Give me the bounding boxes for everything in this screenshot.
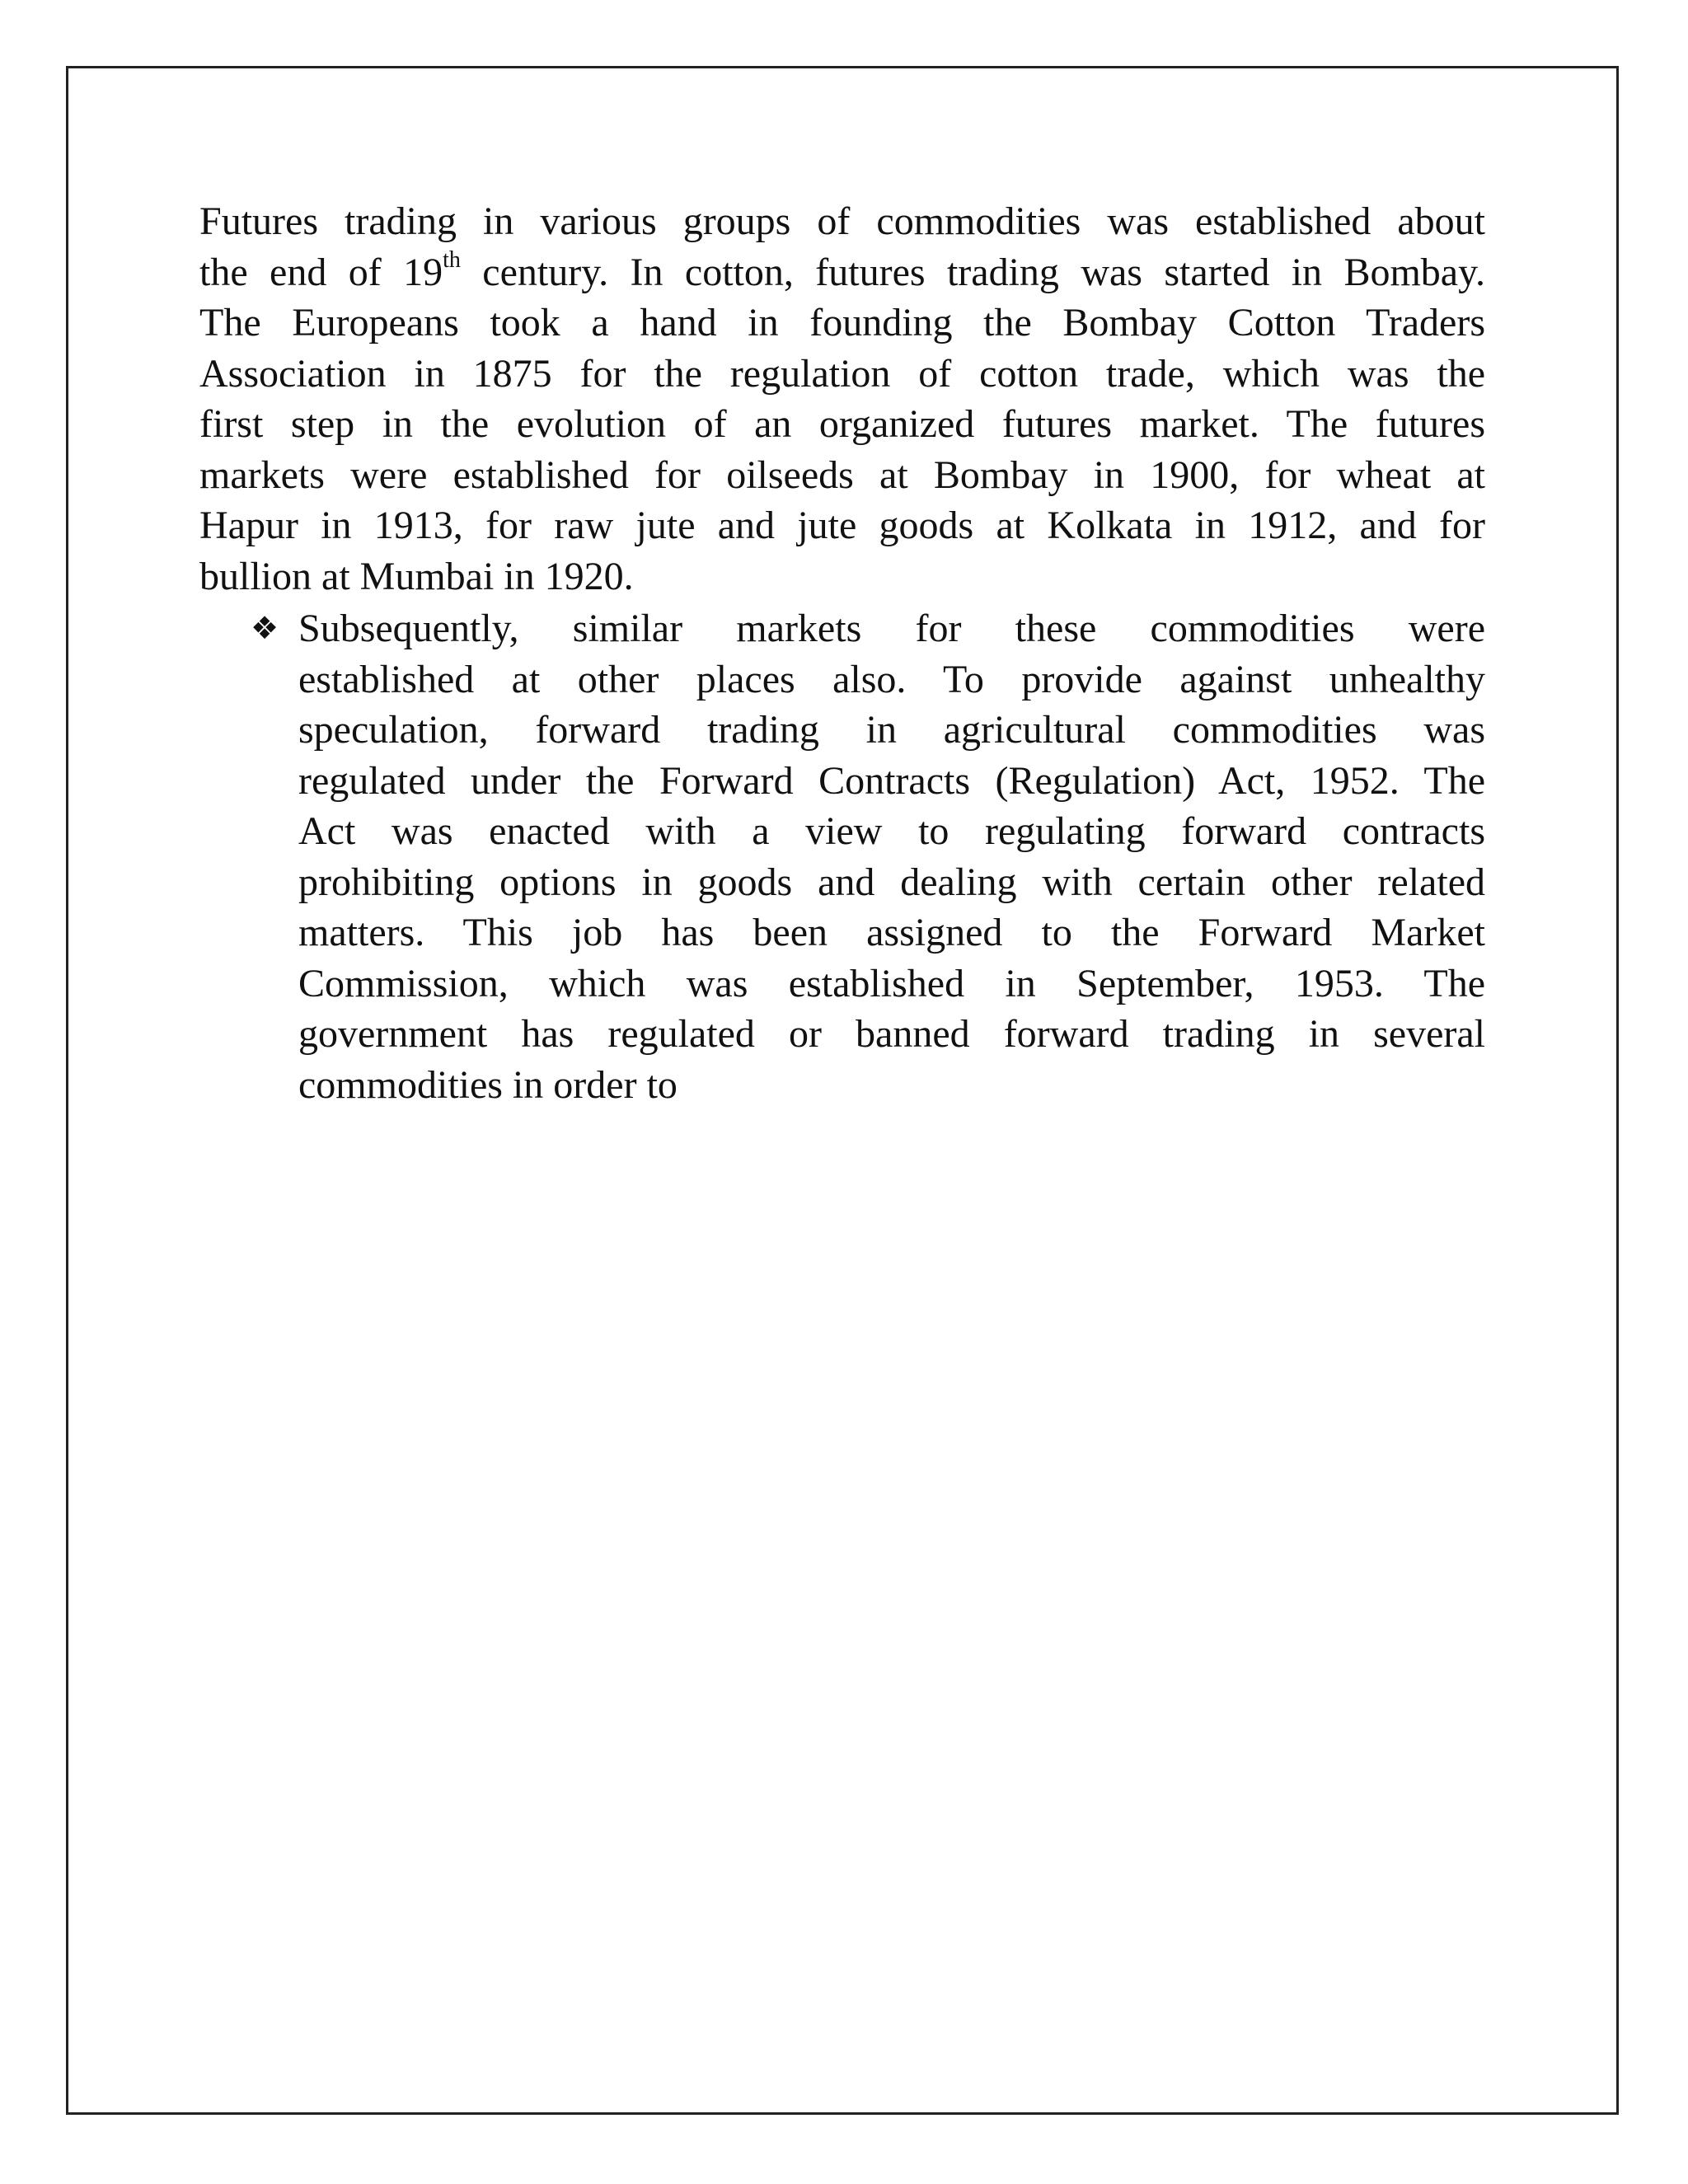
text-line: commodities in order to xyxy=(298,1062,678,1107)
text-line: matters. This job has been assigned to the Forward Market xyxy=(298,911,1485,954)
text-line: markets were established for oilseeds at Bombay in 1900, for wheat at xyxy=(199,452,1485,497)
document-body xyxy=(199,196,1485,1110)
text-fragment: the end of 19 xyxy=(199,250,443,294)
diamond-bullet-icon: ❖ xyxy=(251,610,279,646)
text-line: first step in the evolution of an organized futures market. The futures xyxy=(199,402,1485,446)
text-line: speculation, forward trading in agricultural commodities was xyxy=(298,708,1485,752)
text-fragment: century. In cotton, futures trading was started in Bombay. xyxy=(460,250,1485,294)
intro-paragraph xyxy=(199,196,1485,602)
text-line: regulated under the Forward Contracts (Regulation) Act, 1952. The xyxy=(298,758,1485,803)
text-line: Association in 1875 for the regulation of cotton trade, which was the xyxy=(199,351,1485,396)
superscript: th xyxy=(443,246,461,273)
text-line: Hapur in 1913, for raw jute and jute goods at Kolkata in 1912, and for xyxy=(199,504,1485,547)
text-line: The Europeans took a hand in founding the Bombay Cotton Traders xyxy=(199,301,1485,344)
text-line: established at other places also. To provide against unhealthy xyxy=(298,657,1485,701)
text-line: prohibiting options in goods and dealing with certain other related xyxy=(298,860,1485,904)
text-line: Futures trading in various groups of commodities was established about xyxy=(199,199,1485,243)
text-line: Act was enacted with a view to regulating forward contracts xyxy=(298,809,1485,853)
text-line: bullion at Mumbai in 1920. xyxy=(199,554,634,598)
text-line: government has regulated or banned forward trading in several xyxy=(298,1012,1485,1056)
text-line: Commission, which was established in September, 1953. The xyxy=(298,961,1485,1005)
text-line xyxy=(199,247,1485,298)
bullet-list-item xyxy=(199,603,1485,1110)
text-line: Subsequently, similar markets for these commodities were xyxy=(298,607,1485,650)
